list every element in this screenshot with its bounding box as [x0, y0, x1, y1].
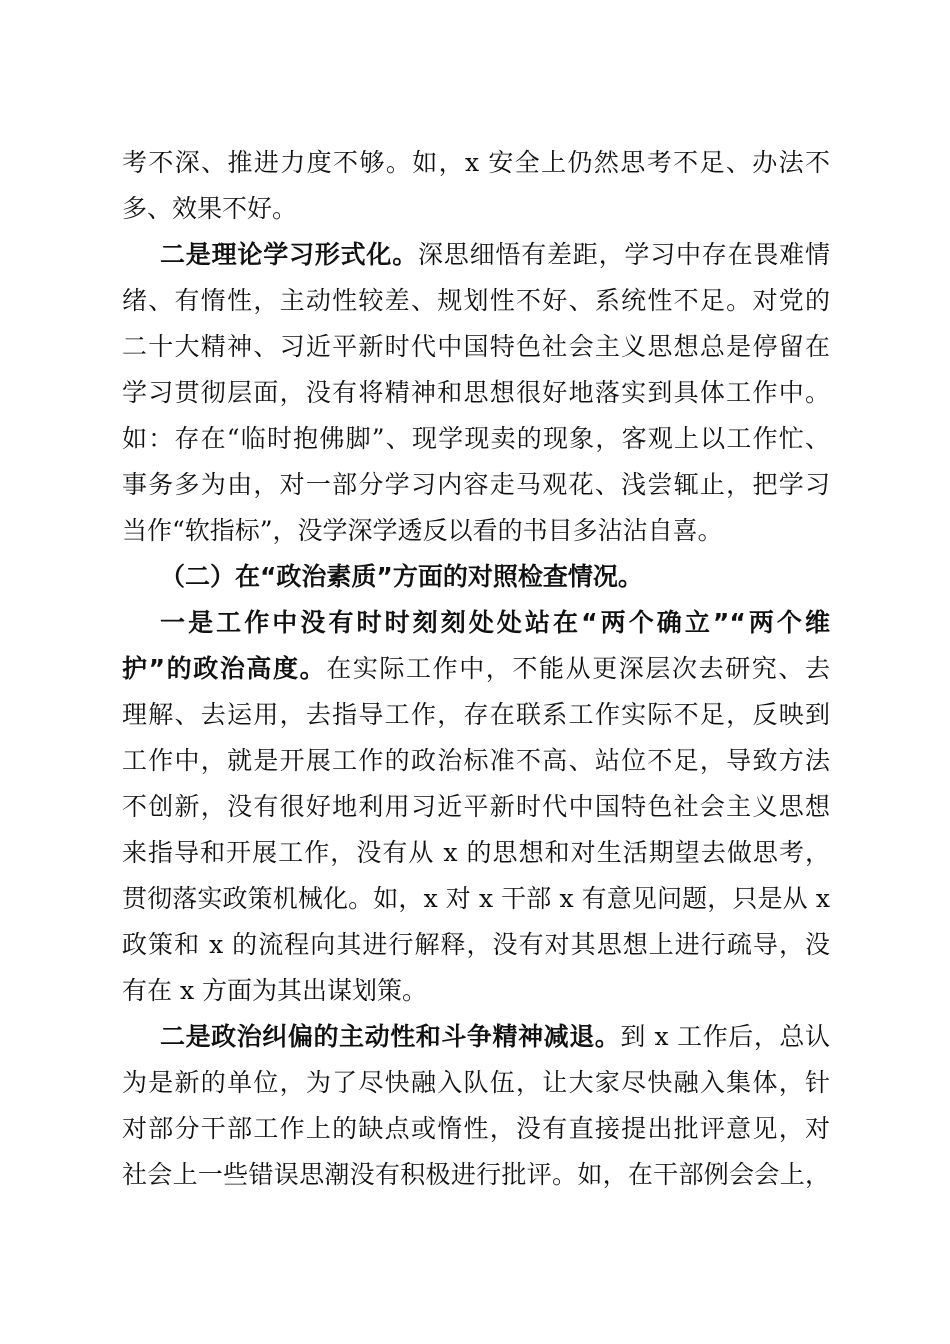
paragraph-text: 深思细悟有差距，学习中存在畏难情 — [418, 240, 830, 269]
paragraph-line: 多、效果不好。 — [122, 194, 298, 223]
paragraph-line — [122, 649, 830, 689]
paragraph-line: 考不深、推进力度不够。如，x 安全上仍然思考不足、办法不 — [122, 148, 830, 177]
paragraph-line: 对部分干部工作上的缺点或惰性，没有直接提出批评意见，对 — [122, 1114, 830, 1143]
paragraph-text: 到 x 工作后，总认 — [620, 1022, 830, 1051]
paragraph-line: 为是新的单位，为了尽快融入队伍，让大家尽快融入集体，针 — [122, 1068, 830, 1097]
paragraph-line: 如：存在“临时抱佛脚”、现学现卖的现象，客观上以工作忙、 — [122, 424, 830, 453]
paragraph-line: 贯彻落实政策机械化。如，x 对 x 干部 x 有意见问题，只是从 x — [122, 884, 830, 913]
paragraph-line: 工作中，就是开展工作的政治标准不高、站位不足，导致方法 — [122, 746, 830, 775]
paragraph-text: 在实际工作中，不能从更深层次去研究、去 — [326, 654, 830, 683]
paragraph-line: 不创新，没有很好地利用习近平新时代中国特色社会主义思想 — [122, 792, 830, 821]
section-heading: （二）在“政治素质”方面的对照检查情况。 — [160, 562, 643, 591]
paragraph-lead: 二是理论学习形式化。 — [160, 240, 418, 269]
paragraph-lead: 二是政治纠偏的主动性和斗争精神减退。 — [160, 1022, 621, 1051]
paragraph-line: 绪、有惰性，主动性较差、规划性不好、系统性不足。对党的 — [122, 286, 830, 315]
paragraph-line: 来指导和开展工作，没有从 x 的思想和对生活期望去做思考， — [122, 838, 830, 867]
paragraph-line: 二十大精神、习近平新时代中国特色社会主义思想总是停留在 — [122, 332, 830, 361]
paragraph-line: 学习贯彻层面，没有将精神和思想很好地落实到具体工作中。 — [122, 378, 830, 407]
paragraph-first-line — [160, 235, 830, 275]
paragraph-lead: 一是工作中没有时时刻刻处处站在“两个确立”“两个维 — [160, 608, 830, 637]
paragraph-lead-continued: 护”的政治高度。 — [122, 654, 327, 683]
paragraph-line: 社会上一些错误思潮没有积极进行批评。如，在干部例会会上， — [122, 1160, 830, 1189]
paragraph-line: 理解、去运用，去指导工作，存在联系工作实际不足，反映到 — [122, 700, 830, 729]
paragraph-line: 有在 x 方面为其出谋划策。 — [122, 976, 427, 1005]
paragraph-line: 政策和 x 的流程向其进行解释，没有对其思想上进行疏导，没 — [122, 930, 830, 959]
paragraph-line: 当作“软指标”，没学深学透反以看的书目多沾沾自喜。 — [122, 516, 723, 545]
paragraph-first-line — [160, 1017, 830, 1057]
paragraph-line: 事务多为由，对一部分学习内容走马观花、浅尝辄止，把学习 — [122, 470, 830, 499]
